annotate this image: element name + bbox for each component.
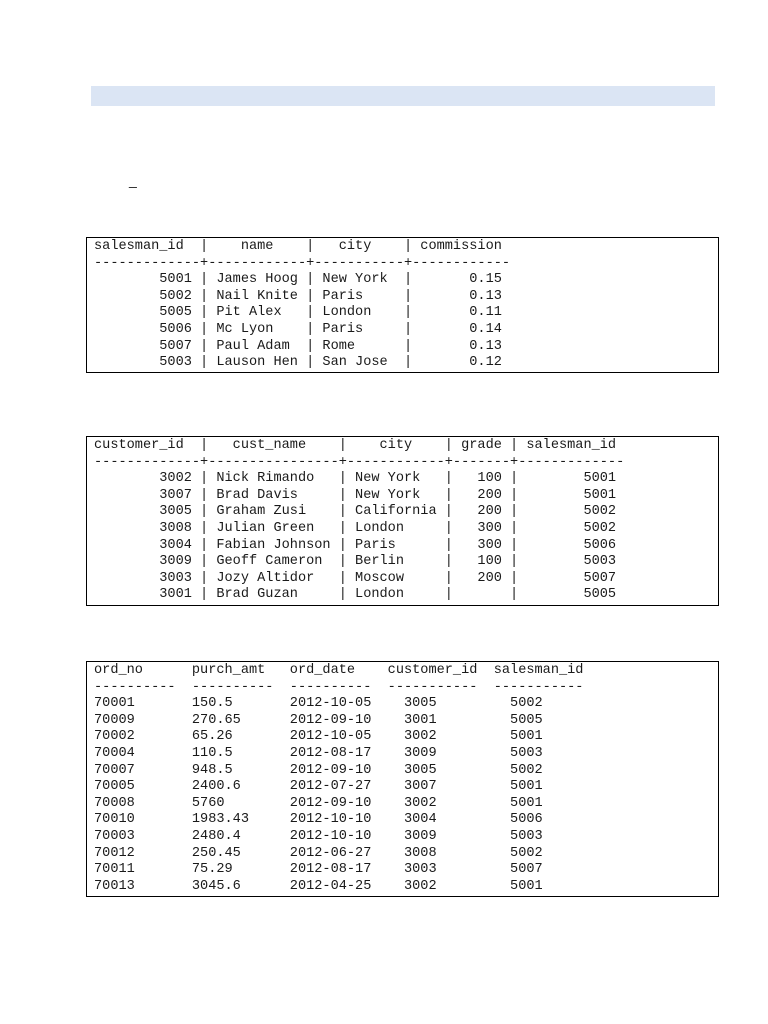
table-row: 3005 | Graham Zusi | California | 200 | 5002	[94, 504, 617, 520]
customer-table-header: customer_id | cust_name | city | grade | salesman_id	[94, 438, 617, 453]
table-row: 3009 | Geoff Cameron | Berlin | 100 | 5003	[94, 554, 617, 570]
orders-table-separator: ---------- ---------- ---------- ----------- -----------	[94, 679, 584, 695]
table-row: 70008 5760 2012-09-10 3002 5001	[94, 795, 543, 811]
table-row: 70005 2400.6 2012-07-27 3007 5001	[94, 779, 543, 795]
orders-table	[87, 662, 718, 895]
table-row: 70007 948.5 2012-09-10 3005 5002	[94, 762, 543, 778]
section-header-band	[91, 86, 715, 106]
table-row: 70002 65.26 2012-10-05 3002 5001	[94, 729, 543, 745]
salesman-table-box	[86, 237, 719, 373]
table-row: 70011 75.29 2012-08-17 3003 5007	[94, 862, 543, 878]
orders-table-header: ord_no purch_amt ord_date customer_id salesman_id	[94, 663, 584, 678]
table-row: 3002 | Nick Rimando | New York | 100 | 5001	[94, 471, 617, 487]
table-row: 3004 | Fabian Johnson | Paris | 300 | 5006	[94, 537, 617, 553]
customer-table-box	[86, 436, 719, 606]
table-row: 70009 270.65 2012-09-10 3001 5005	[94, 712, 543, 728]
section-dash: _	[129, 172, 137, 188]
table-row: 3007 | Brad Davis | New York | 200 | 5001	[94, 487, 617, 503]
table-row: 5006 | Mc Lyon | Paris | 0.14	[94, 321, 502, 337]
table-row: 70013 3045.6 2012-04-25 3002 5001	[94, 878, 543, 894]
table-row: 5007 | Paul Adam | Rome | 0.13	[94, 338, 502, 354]
salesman-table-separator: -------------+------------+-----------+------------	[94, 255, 511, 271]
table-row: 3003 | Jozy Altidor | Moscow | 200 | 5007	[94, 570, 617, 586]
table-row: 70003 2480.4 2012-10-10 3009 5003	[94, 828, 543, 844]
customer-table	[87, 437, 718, 604]
table-row: 70001 150.5 2012-10-05 3005 5002	[94, 696, 543, 712]
table-row: 70010 1983.43 2012-10-10 3004 5006	[94, 812, 543, 828]
table-row: 70004 110.5 2012-08-17 3009 5003	[94, 745, 543, 761]
salesman-table-header: salesman_id | name | city | commission	[94, 239, 502, 254]
table-row: 5005 | Pit Alex | London | 0.11	[94, 305, 502, 321]
table-row: 5002 | Nail Knite | Paris | 0.13	[94, 288, 502, 304]
table-row: 70012 250.45 2012-06-27 3008 5002	[94, 845, 543, 861]
table-row: 5001 | James Hoog | New York | 0.15	[94, 272, 502, 288]
orders-table-box	[86, 661, 719, 897]
table-row: 3001 | Brad Guzan | London | | 5005	[94, 587, 617, 603]
customer-table-separator: -------------+----------------+------------+-------+-------------	[94, 454, 625, 470]
table-row: 5003 | Lauson Hen | San Jose | 0.12	[94, 355, 502, 371]
table-row: 3008 | Julian Green | London | 300 | 5002	[94, 520, 617, 536]
salesman-table	[87, 238, 718, 372]
